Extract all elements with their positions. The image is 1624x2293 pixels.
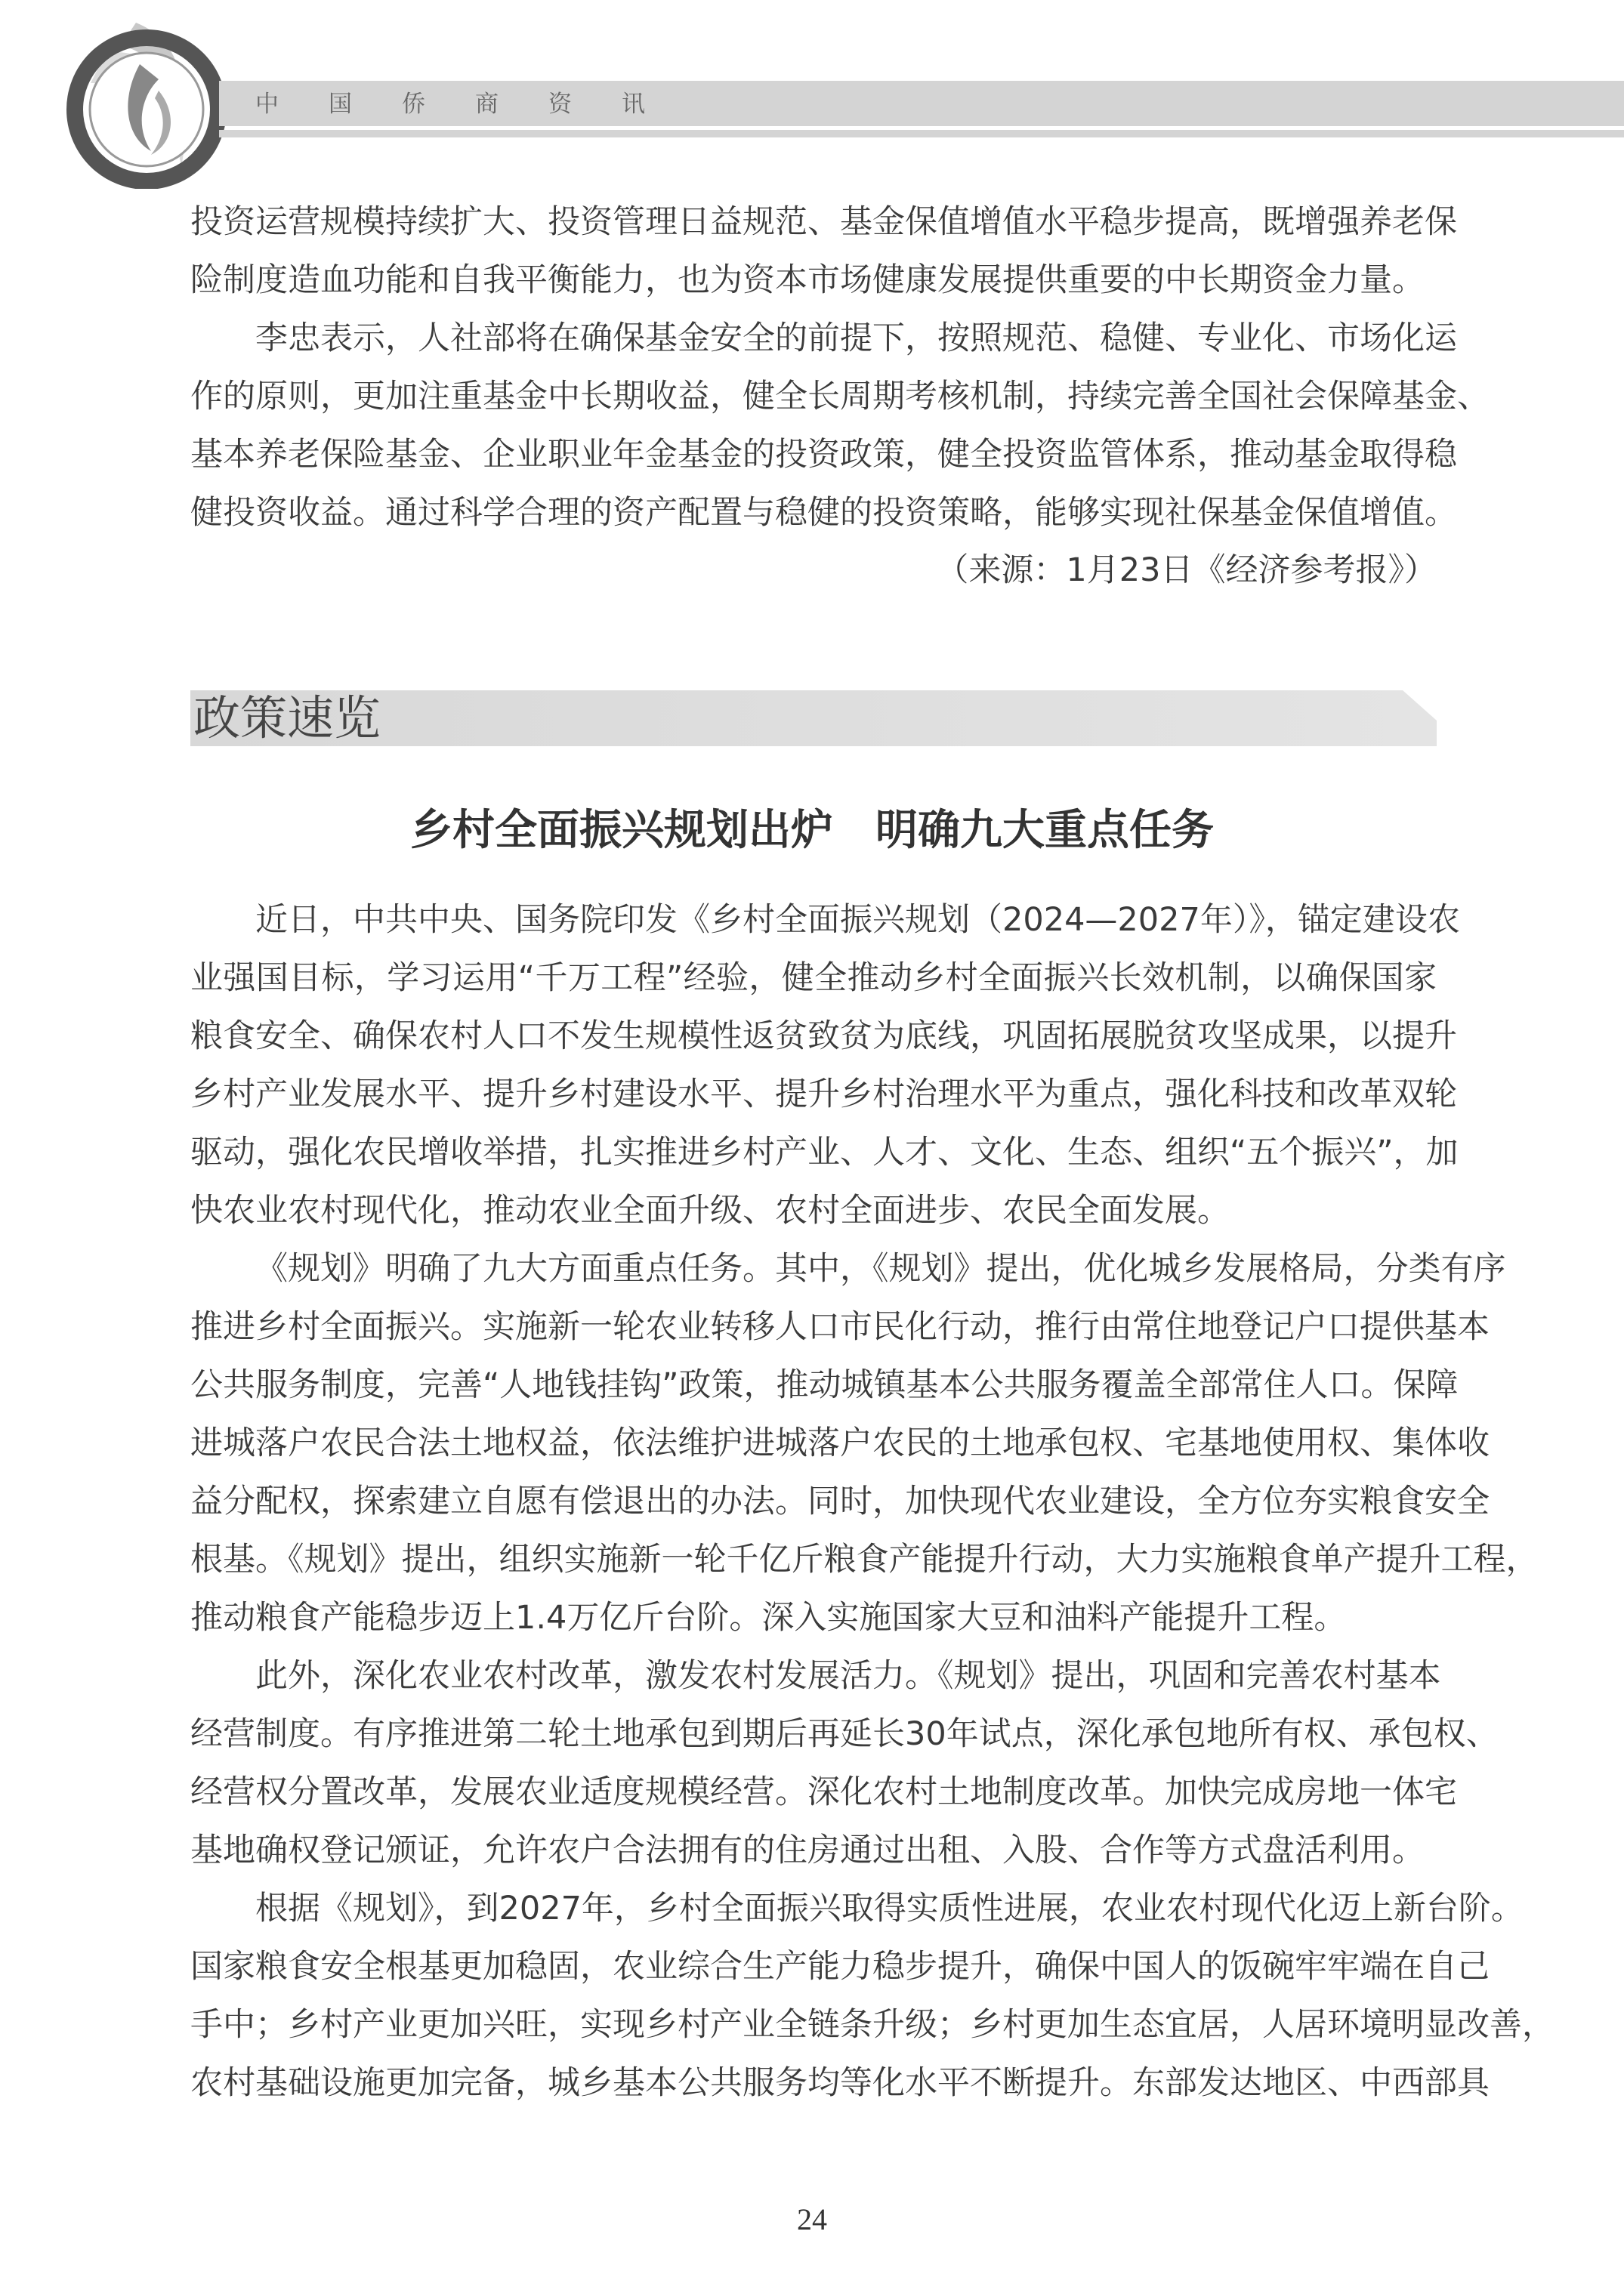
text-line: 公共服务制度，完善“人地钱挂钩”政策，推动城镇基本公共服务覆盖全部常住人口。保障 bbox=[190, 1366, 1459, 1404]
article-title: 乡村全面振兴规划出炉 明确九大重点任务 bbox=[410, 806, 1214, 855]
text-line: 投资运营规模持续扩大、投资管理日益规范、基金保值增值水平稳步提高，既增强养老保 bbox=[190, 203, 1457, 241]
paragraph bbox=[190, 1880, 1555, 2112]
paragraph bbox=[190, 193, 1457, 310]
publication-title: 中国侨商资讯 bbox=[255, 91, 695, 118]
text-line: 李忠表示，人社部将在确保基金安全的前提下，按照规范、稳健、专业化、市场化运 bbox=[255, 319, 1457, 357]
text-line: 基地确权登记颁证，允许农户合法拥有的住房通过出租、入股、合作等方式盘活利用。 bbox=[190, 1832, 1425, 1869]
text-line: 业强国目标，学习运用“千万工程”经验，健全推动乡村全面振兴长效机制，以确保国家 bbox=[190, 959, 1437, 997]
text-line: 粮食安全、确保农村人口不发生规模性返贫致贫为底线，巩固拓展脱贫攻坚成果，以提升 bbox=[190, 1017, 1457, 1055]
text-line: 益分配权，探索建立自愿有偿退出的办法。同时，加快现代农业建设，全方位夯实粮食安全 bbox=[190, 1483, 1490, 1520]
text-line: 经营制度。有序推进第二轮土地承包到期后再延长30年试点，深化承包地所有权、承包权、 bbox=[190, 1715, 1499, 1753]
text-line: 作的原则，更加注重基金中长期收益，健全长周期考核机制，持续完善全国社会保障基金、 bbox=[190, 378, 1490, 415]
text-line: 推动粮食产能稳步迈上1.4万亿斤台阶。深入实施国家大豆和油料产能提升工程。 bbox=[190, 1599, 1347, 1637]
text-line: 险制度造血功能和自我平衡能力，也为资本市场健康发展提供重要的中长期资金力量。 bbox=[190, 261, 1425, 299]
text-line: 推进乡村全面振兴。实施新一轮农业转移人口市民化行动，推行由常住地登记户口提供基本 bbox=[190, 1308, 1490, 1346]
section-label: 政策速览 bbox=[193, 690, 381, 745]
text-line: 快农业农村现代化，推动农业全面升级、农村全面进步、农民全面发展。 bbox=[190, 1192, 1230, 1230]
article-body bbox=[190, 891, 1555, 2112]
text-line: 手中；乡村产业更加兴旺，实现乡村产业全链条升级；乡村更加生态宜居，人居环境明显改善， bbox=[190, 2006, 1555, 2044]
text-line: 《规划》明确了九大方面重点任务。其中，《规划》提出，优化城乡发展格局，分类有序 bbox=[255, 1250, 1506, 1288]
text-line: 根基。《规划》提出，组织实施新一轮千亿斤粮食产能提升行动，大力实施粮食单产提升工程， bbox=[190, 1541, 1539, 1579]
org-logo bbox=[45, 8, 242, 189]
text-line: 乡村产业发展水平、提升乡村建设水平、提升乡村治理水平为重点，强化科技和改革双轮 bbox=[190, 1076, 1457, 1113]
section-banner bbox=[190, 690, 1437, 746]
text-line: 根据《规划》，到2027年，乡村全面振兴取得实质性进展，农业农村现代化迈上新台阶。 bbox=[255, 1890, 1524, 1927]
text-line: 健投资收益。通过科学合理的资产配置与稳健的投资策略，能够实现社保基金保值增值。 bbox=[190, 494, 1457, 532]
text-line: 经营权分置改革，发展农业适度规模经营。深化农村土地制度改革。加快完成房地一体宅 bbox=[190, 1773, 1457, 1811]
intro-text bbox=[190, 193, 1490, 542]
text-line: 此外，深化农业农村改革，激发农村发展活力。《规划》提出，巩固和完善农村基本 bbox=[255, 1657, 1441, 1695]
text-line: 农村基础设施更加完备，城乡基本公共服务均等化水平不断提升。东部发达地区、中西部具 bbox=[190, 2064, 1490, 2102]
text-line: 近日，中共中央、国务院印发《乡村全面振兴规划（2024—2027年）》，锚定建设农 bbox=[255, 901, 1460, 939]
text-line: 驱动，强化农民增收举措，扎实推进乡村产业、人才、文化、生态、组织“五个振兴”，加 bbox=[190, 1134, 1459, 1171]
paragraph bbox=[190, 1240, 1539, 1647]
paragraph bbox=[190, 310, 1490, 542]
header-rule bbox=[219, 130, 1624, 137]
paragraph bbox=[190, 1647, 1499, 1880]
text-line: 基本养老保险基金、企业职业年金基金的投资政策，健全投资监管体系，推动基金取得稳 bbox=[190, 436, 1457, 474]
text-line: 国家粮食安全根基更加稳固，农业综合生产能力稳步提升，确保中国人的饭碗牢牢端在自己 bbox=[190, 1948, 1490, 1986]
page-number: 24 bbox=[797, 2202, 827, 2236]
paragraph bbox=[190, 891, 1460, 1240]
source-citation: （来源：1月23日《经济参考报》） bbox=[936, 551, 1437, 589]
text-line: 进城落户农民合法土地权益，依法维护进城落户农民的土地承包权、宅基地使用权、集体收 bbox=[190, 1424, 1490, 1462]
